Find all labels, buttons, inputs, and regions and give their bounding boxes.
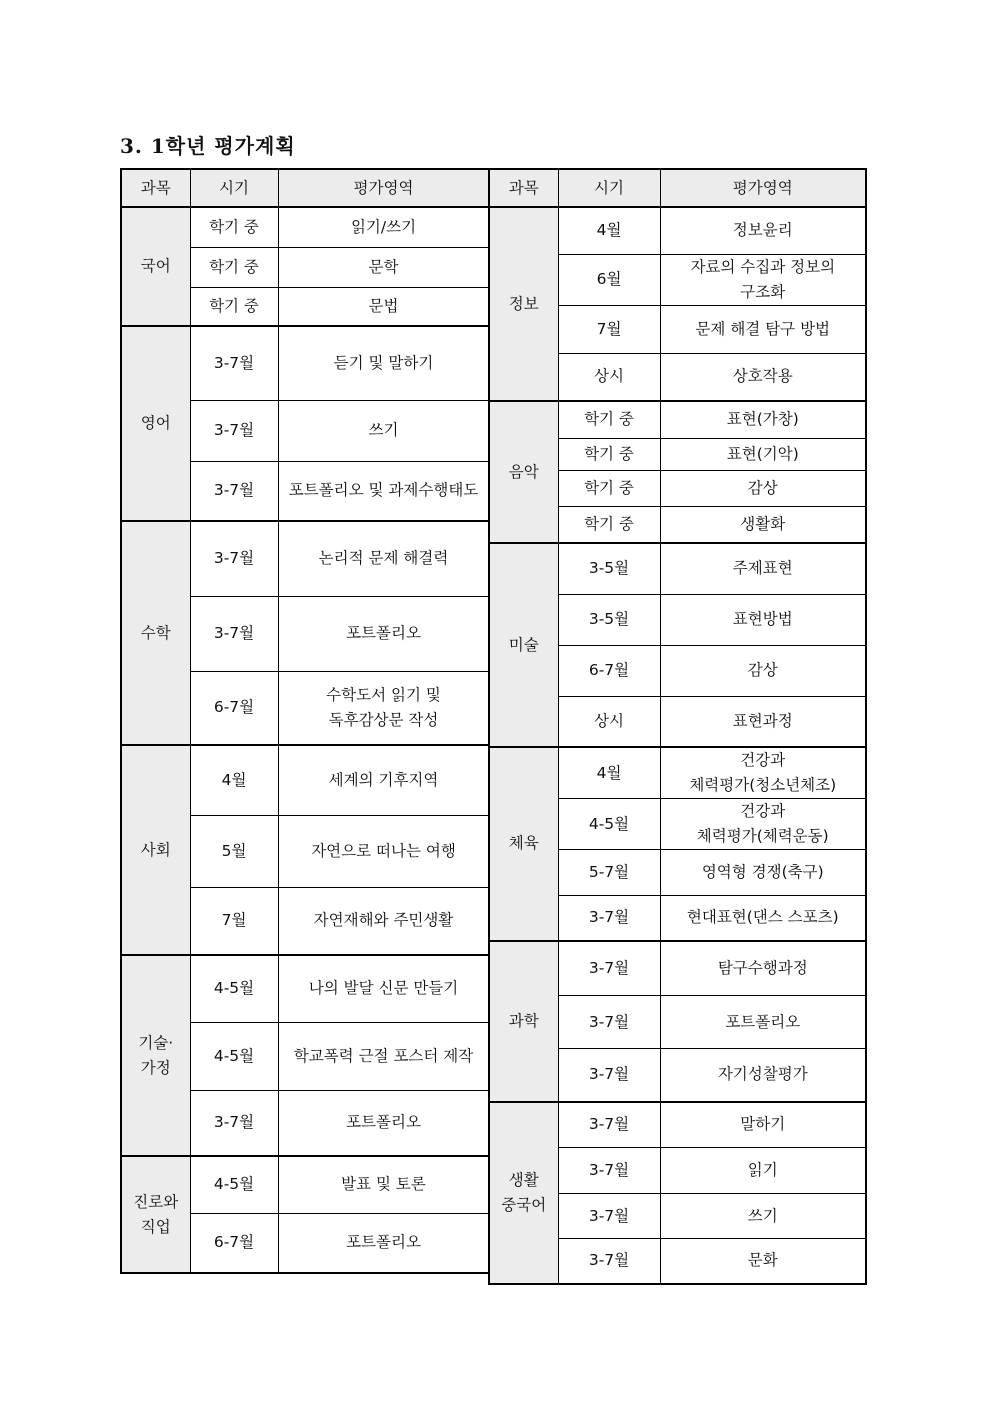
- area-cell: 포트폴리오: [278, 1213, 489, 1273]
- table-row: [121, 1156, 489, 1213]
- period-cell: 학기 중: [558, 438, 660, 470]
- area-cell: 포트폴리오: [660, 996, 866, 1049]
- period-cell: 3-7월: [190, 461, 278, 521]
- subject-art: 미술: [489, 543, 558, 747]
- area-cell: [660, 254, 866, 305]
- subject-info: 정보: [489, 207, 558, 401]
- table-row: [121, 521, 489, 596]
- period-cell: 3-7월: [558, 1239, 660, 1284]
- area-cell: 자연재해와 주민생활: [278, 887, 489, 955]
- area-cell: 정보윤리: [660, 207, 866, 254]
- period-cell: 3-7월: [190, 326, 278, 400]
- subject-science: 과학: [489, 941, 558, 1102]
- period-cell: 3-7월: [558, 1148, 660, 1194]
- period-cell: 7월: [190, 887, 278, 955]
- right-evaluation-table: [488, 168, 867, 1285]
- period-cell: 3-7월: [190, 596, 278, 671]
- subject-music: 음악: [489, 401, 558, 543]
- subject-line: 생활: [508, 1170, 539, 1189]
- period-cell: 4월: [558, 747, 660, 799]
- period-cell: 4-5월: [190, 1156, 278, 1213]
- area-line: 건강과: [740, 802, 786, 820]
- table-row: [121, 955, 489, 1022]
- area-cell: 표현과정: [660, 696, 866, 747]
- table-row: [489, 941, 866, 996]
- page-title: 3. 1학년 평가계획: [120, 134, 296, 158]
- area-line: 구조화: [740, 282, 786, 301]
- area-cell: [660, 799, 866, 850]
- area-cell: 감상: [660, 470, 866, 506]
- area-cell: 포트폴리오 및 과제수행태도: [278, 461, 489, 521]
- header-period: 시기: [190, 169, 278, 207]
- area-line: 수학도서 읽기 및: [326, 685, 441, 704]
- table-row: [489, 207, 866, 254]
- period-cell: 3-5월: [558, 594, 660, 645]
- subject-social: 사회: [121, 745, 190, 955]
- area-cell: 말하기: [660, 1102, 866, 1148]
- area-cell: 세계의 기후지역: [278, 745, 489, 815]
- header-area: 평가영역: [278, 169, 489, 207]
- period-cell: 5월: [190, 815, 278, 887]
- area-cell: [278, 671, 489, 745]
- area-cell: 감상: [660, 645, 866, 696]
- subject-pe: 체육: [489, 747, 558, 941]
- area-cell: 자연으로 떠나는 여행: [278, 815, 489, 887]
- table-row: [489, 747, 866, 799]
- period-cell: 3-7월: [558, 996, 660, 1049]
- subject-english: 영어: [121, 326, 190, 521]
- table-row: [489, 1102, 866, 1148]
- area-cell: 현대표현(댄스 스포츠): [660, 896, 866, 941]
- area-cell: 생활화: [660, 506, 866, 543]
- area-cell: 주제표현: [660, 543, 866, 594]
- area-cell: 문법: [278, 287, 489, 326]
- area-cell: 발표 및 토론: [278, 1156, 489, 1213]
- period-cell: 3-5월: [558, 543, 660, 594]
- header-row: [489, 169, 866, 207]
- area-cell: 쓰기: [660, 1194, 866, 1239]
- period-cell: 3-7월: [190, 400, 278, 461]
- area-cell: 문화: [660, 1239, 866, 1284]
- period-cell: 4월: [558, 207, 660, 254]
- period-cell: 학기 중: [190, 287, 278, 326]
- table-row: [489, 401, 866, 438]
- area-cell: 읽기/쓰기: [278, 207, 489, 247]
- table-row: [121, 745, 489, 815]
- period-cell: 4-5월: [190, 1022, 278, 1090]
- period-cell: 4-5월: [190, 955, 278, 1022]
- period-cell: 3-7월: [190, 521, 278, 596]
- area-cell: 상호작용: [660, 353, 866, 401]
- subject-line: 가정: [140, 1058, 171, 1077]
- area-line: 체력평가(청소년체조): [689, 776, 837, 794]
- header-subject: 과목: [121, 169, 190, 207]
- period-cell: 6-7월: [190, 671, 278, 745]
- area-cell: 쓰기: [278, 400, 489, 461]
- area-cell: 포트폴리오: [278, 596, 489, 671]
- left-evaluation-table: [120, 168, 490, 1274]
- header-area: 평가영역: [660, 169, 866, 207]
- area-line: 체력평가(체력운동): [696, 827, 829, 845]
- table-row: [121, 207, 489, 247]
- period-cell: 3-7월: [558, 1194, 660, 1239]
- area-cell: 학교폭력 근절 포스터 제작: [278, 1022, 489, 1090]
- period-cell: 4월: [190, 745, 278, 815]
- header-row: [121, 169, 489, 207]
- period-cell: 3-7월: [558, 941, 660, 996]
- area-cell: 나의 발달 신문 만들기: [278, 955, 489, 1022]
- period-cell: 5-7월: [558, 850, 660, 896]
- subject-line: 진로와: [133, 1192, 179, 1211]
- period-cell: 학기 중: [558, 401, 660, 438]
- period-cell: 학기 중: [558, 470, 660, 506]
- period-cell: 3-7월: [190, 1090, 278, 1156]
- subject-line: 기술·: [138, 1033, 174, 1052]
- area-cell: 읽기: [660, 1148, 866, 1194]
- table-row: [121, 326, 489, 400]
- area-cell: 논리적 문제 해결력: [278, 521, 489, 596]
- area-line: 자료의 수집과 정보의: [690, 257, 836, 276]
- subject-chinese: [489, 1102, 558, 1284]
- table-row: [489, 543, 866, 594]
- period-cell: 3-7월: [558, 1102, 660, 1148]
- header-period: 시기: [558, 169, 660, 207]
- area-cell: 탐구수행과정: [660, 941, 866, 996]
- period-cell: 3-7월: [558, 896, 660, 941]
- area-cell: 듣기 및 말하기: [278, 326, 489, 400]
- area-cell: [660, 747, 866, 799]
- subject-career: [121, 1156, 190, 1273]
- period-cell: 6-7월: [558, 645, 660, 696]
- area-cell: 문제 해결 탐구 방법: [660, 305, 866, 353]
- header-subject: 과목: [489, 169, 558, 207]
- area-cell: 문학: [278, 247, 489, 287]
- subject-korean: 국어: [121, 207, 190, 326]
- subject-math: 수학: [121, 521, 190, 745]
- area-cell: 포트폴리오: [278, 1090, 489, 1156]
- period-cell: 상시: [558, 353, 660, 401]
- area-line: 건강과: [740, 751, 786, 769]
- period-cell: 6-7월: [190, 1213, 278, 1273]
- period-cell: 학기 중: [190, 247, 278, 287]
- subject-tech-home: [121, 955, 190, 1156]
- area-cell: 표현방법: [660, 594, 866, 645]
- area-cell: 표현(기악): [660, 438, 866, 470]
- period-cell: 7월: [558, 305, 660, 353]
- subject-line: 중국어: [501, 1195, 547, 1214]
- period-cell: 학기 중: [190, 207, 278, 247]
- period-cell: 3-7월: [558, 1049, 660, 1102]
- period-cell: 학기 중: [558, 506, 660, 543]
- period-cell: 6월: [558, 254, 660, 305]
- area-cell: 영역형 경쟁(축구): [660, 850, 866, 896]
- period-cell: 상시: [558, 696, 660, 747]
- period-cell: 4-5월: [558, 799, 660, 850]
- area-cell: 자기성찰평가: [660, 1049, 866, 1102]
- area-cell: 표현(가창): [660, 401, 866, 438]
- area-line: 독후감상문 작성: [328, 710, 439, 729]
- subject-line: 직업: [140, 1217, 171, 1236]
